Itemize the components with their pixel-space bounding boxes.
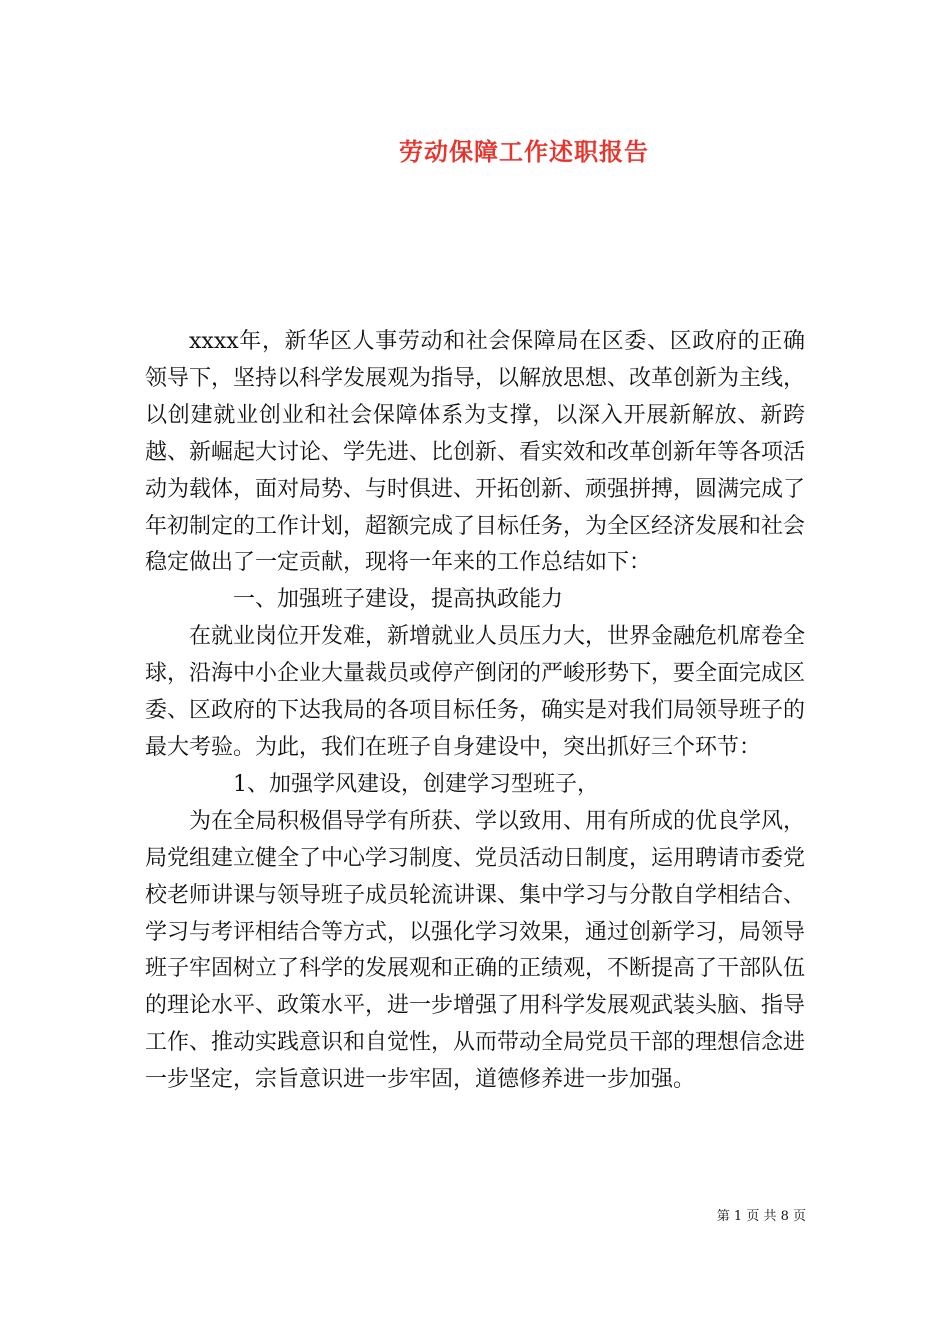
document-body <box>145 324 805 1099</box>
document-title: 劳动保障工作述职报告 <box>399 137 649 166</box>
section-heading-1: 一、加强班子建设，提高执政能力 <box>233 587 564 613</box>
subsection-paragraph-1: 为在全局积极倡导学有所获、学以致用、用有所成的优良学风，局党组建立健全了中心学习制度、党员活动日制度，运用聘请市委党校老师讲课与领导班子成员轮流讲课、集中学习与分散自学相结合、学习与考评相结合等方式，以强化学习效果，通过创新学习，局领导班子牢固树立了科学的发展观和正确的正绩观，不断提高了干部队伍的理论水平、政策水平，进一步增强了用科学发展观武装头脑、指导工作、推动实践意识和自觉性，从而带动全局党员干部的理想信念进一步坚定，宗旨意识进一步牢固，道德修养进一步加强。 <box>145 808 806 1093</box>
section-paragraph-1: 在就业岗位开发难，新增就业人员压力大，世界金融危机席卷全球，沿海中小企业大量裁员或停产倒闭的严峻形势下，要全面完成区委、区政府的下达我局的各项目标任务，确实是对我们局领导班子的最大考验。为此，我们在班子自身建设中，突出抓好三个环节： <box>145 624 806 760</box>
subsection-heading-1: 1、加强学风建设，创建学习型班子， <box>233 771 599 797</box>
page-number: 第 1 页 共 8 页 <box>716 1209 806 1224</box>
intro-paragraph: xxxx年，新华区人事劳动和社会保障局在区委、区政府的正确领导下，坚持以科学发展观为指导，以解放思想、改革创新为主线，以创建就业创业和社会保障体系为支撑，以深入开展新解放、新跨越、新崛起大讨论、学先进、比创新、看实效和改革创新年等各项活动为载体，面对局势、与时俱进、开拓创新、顽强拼搏，圆满完成了年初制定的工作计划，超额完成了目标任务，为全区经济发展和社会稳定做出了一定贡献，现将一年来的工作总结如下： <box>145 329 806 576</box>
